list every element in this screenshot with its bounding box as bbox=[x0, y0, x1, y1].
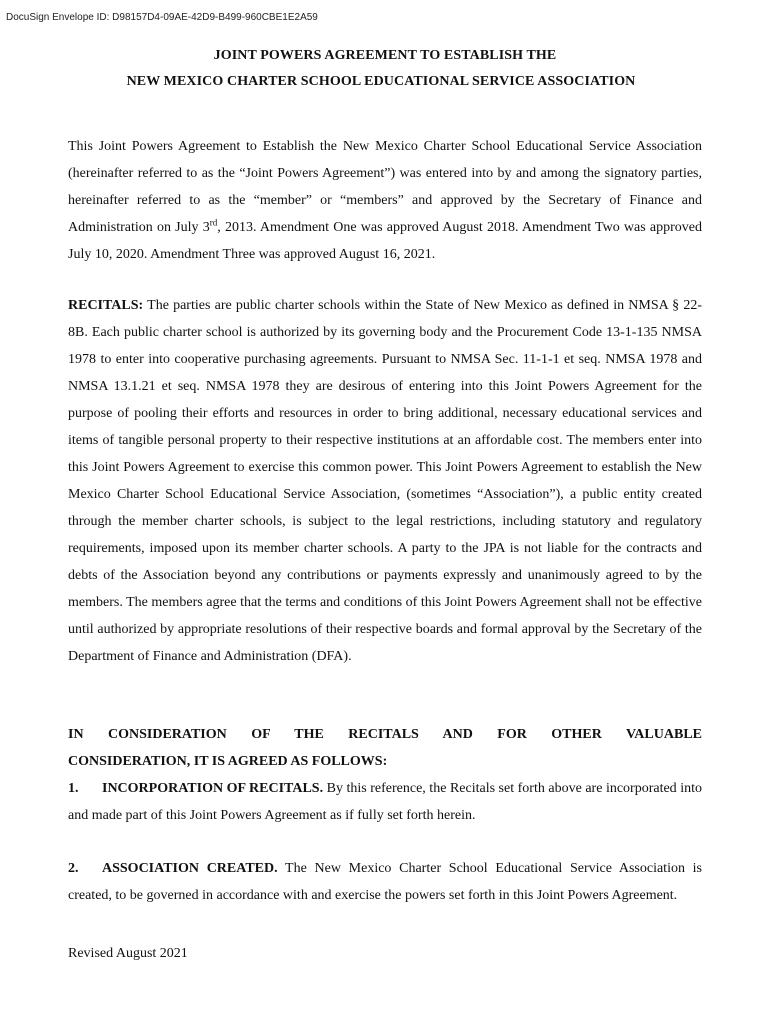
intro-text-continued: , 2013. Amendment One was approved August 2018. Amendment Two was approved July 10, 2020. Amendment Three was approved August 16, 2021. bbox=[68, 220, 702, 262]
section-1-heading: INCORPORATION OF RECITALS. bbox=[102, 781, 324, 796]
document-title-line-1: JOINT POWERS AGREEMENT TO ESTABLISH THE bbox=[213, 48, 557, 63]
revision-footer: Revised August 2021 bbox=[68, 946, 188, 961]
section-1-paragraph bbox=[68, 775, 702, 829]
intro-text: This Joint Powers Agreement to Establish the New Mexico Charter School Educational Service Association (hereinafter referred to as the “Joint Powers Agreement”) was entered into by and among the signatory parties, hereinafter referred to as the “member” or “members” and approved by the Secretary of Finance and Administration on July 3 bbox=[68, 139, 702, 235]
section-2-heading: ASSOCIATION CREATED. bbox=[102, 861, 278, 876]
intro-paragraph bbox=[68, 133, 702, 268]
recitals-body: The parties are public charter schools within the State of New Mexico as defined in NMSA § 22-8B. Each public charter school is authorized by its governing body and the Procurement Code 13-1-135 NMSA 1978 to enter into cooperative purchasing agreements. Pursuant to NMSA Sec. 11-1-1 et seq. NMSA 1978 and NMSA 13.1.21 et seq. NMSA 1978 they are desirous of entering into this Joint Powers Agreement for the purpose of pooling their efforts and resources in order to bring additional, necessary educational services and items of tangible personal property to their respective institutions at an affordable cost. The members enter into this Joint Powers Agreement to exercise this common power. This Joint Powers Agreement to establish the New Mexico Charter School Educational Service Association, (sometimes “Association”), a public entity created through the member charter schools, is subject to the legal restrictions, including statutory and regulatory requirements, imposed upon its member charter schools. A party to the JPA is not liable for the contracts and debts of the Association beyond any contributions or payments expressly and unanimously agreed to by the members. The members agree that the terms and conditions of this Joint Powers Agreement shall not be effective until authorized by appropriate resolutions of their respective boards and formal approval by the Secretary of the Department of Finance and Administration (DFA). bbox=[68, 298, 702, 664]
section-2-number: 2. bbox=[68, 861, 79, 876]
ordinal-suffix: rd bbox=[209, 217, 218, 228]
consideration-heading-line-2: CONSIDERATION, IT IS AGREED AS FOLLOWS: bbox=[68, 754, 388, 769]
section-2-paragraph bbox=[68, 855, 702, 909]
docusign-envelope-id: DocuSign Envelope ID: D98157D4-09AE-42D9-B499-960CBE1E2A59 bbox=[6, 12, 318, 23]
section-2-body: The New Mexico Charter School Educational Service Association is created, to be governed in accordance with and exercise the powers set forth in this Joint Powers Agreement. bbox=[68, 861, 703, 903]
section-1-body: By this reference, the Recitals set forth above are incorporated into and made part of this Joint Powers Agreement as if fully set forth herein. bbox=[68, 781, 702, 823]
recitals-paragraph bbox=[68, 292, 702, 670]
document-title-line-2: NEW MEXICO CHARTER SCHOOL EDUCATIONAL SERVICE ASSOCIATION bbox=[126, 74, 636, 89]
section-1-number: 1. bbox=[68, 781, 79, 796]
recitals-heading: RECITALS: bbox=[68, 298, 144, 313]
consideration-heading-line-1: IN CONSIDERATION OF THE RECITALS AND FOR OTHER VALUABLE bbox=[68, 727, 702, 742]
